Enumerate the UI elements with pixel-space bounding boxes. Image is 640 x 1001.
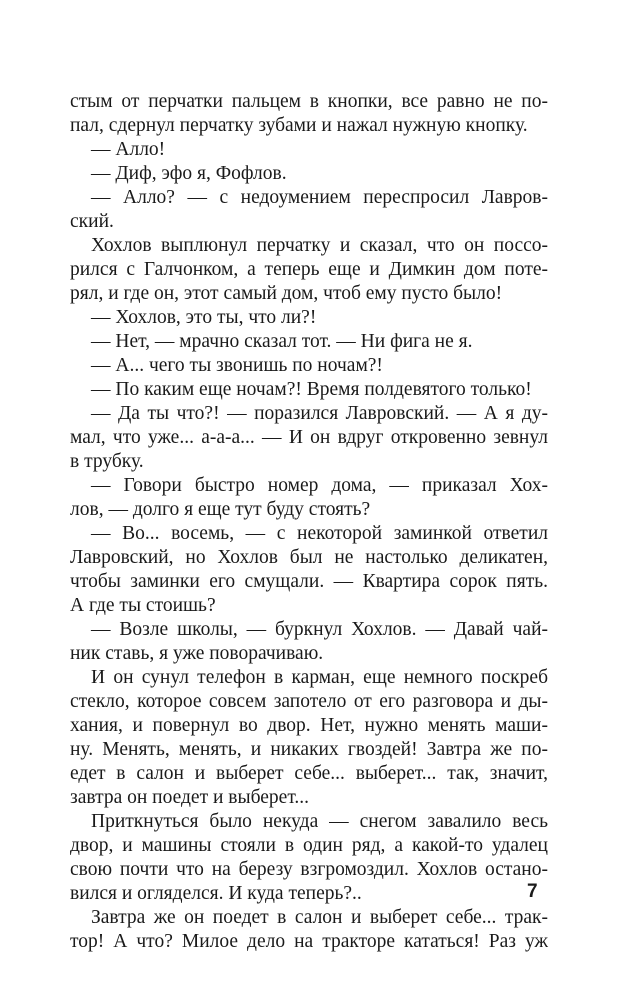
text-line: свою почти что на березу взгромоздил. Хохлов остано- bbox=[70, 859, 548, 880]
text-line: Хохлов выплюнул перчатку и сказал, что он поссо- bbox=[91, 235, 548, 256]
page-number: 7 bbox=[527, 881, 538, 902]
text-line: ну. Менять, менять, и никаких гвоздей! Завтра же по- bbox=[70, 739, 548, 760]
text-line: едет в салон и выберет себе... выберет... так, значит, bbox=[70, 763, 548, 784]
text-line: Завтра же он поедет в салон и выберет себе... трак- bbox=[91, 907, 548, 928]
text-line: стым от перчатки пальцем в кнопки, все равно не по- bbox=[70, 91, 548, 112]
text-line: тор! А что? Милое дело на тракторе кататься! Раз уж bbox=[70, 931, 548, 952]
text-line: — Нет, — мрачно сказал тот. — Ни фига не я. bbox=[91, 331, 473, 352]
text-line: двор, и машины стояли в один ряд, а какой-то удалец bbox=[70, 835, 548, 856]
text-line: А где ты стоишь? bbox=[70, 595, 216, 616]
text-line: — Алло? — с недоумением переспросил Лавров- bbox=[91, 187, 548, 208]
text-line: вился и огляделся. И куда теперь?.. bbox=[70, 883, 362, 904]
text-line: завтра он поедет и выберет... bbox=[70, 787, 309, 808]
text-line: чтобы заминки его смущали. — Квартира сорок пять. bbox=[70, 571, 548, 592]
text-line: ский. bbox=[70, 211, 114, 232]
text-line: мал, что уже... а-а-а... — И он вдруг откровенно зевнул bbox=[70, 427, 548, 448]
text-line: рился с Галчонком, а теперь еще и Димкин дом потe- bbox=[70, 259, 548, 280]
text-line: — Алло! bbox=[91, 139, 166, 160]
text-line: стекло, которое совсем запотело от его разговора и ды- bbox=[70, 691, 548, 712]
text-line: хания, и повернул во двор. Нет, нужно менять маши- bbox=[70, 715, 548, 736]
text-line: пал, сдернул перчатку зубами и нажал нужную кнопку. bbox=[70, 115, 528, 136]
text-line: — А... чего ты звонишь по ночам?! bbox=[91, 355, 383, 376]
text-line: — Да ты что?! — поразился Лавровский. — А я ду- bbox=[91, 403, 548, 424]
text-line: Приткнуться было некуда — снегом завалило весь bbox=[91, 811, 548, 832]
text-line: ник ставь, я уже поворачиваю. bbox=[70, 643, 324, 664]
text-line: — Говори быстро номер дома, — приказал Хох- bbox=[91, 475, 548, 496]
text-line: — По каким еще ночам?! Время полдевятого только! bbox=[91, 379, 532, 400]
text-line: Лавровский, но Хохлов был не настолько деликатен, bbox=[70, 547, 548, 568]
text-line: И он сунул телефон в карман, еще немного поскреб bbox=[91, 667, 548, 688]
text-line: рял, и где он, этот самый дом, чтоб ему пусто было! bbox=[70, 283, 503, 304]
page-body bbox=[70, 90, 548, 954]
text-line: лов, — долго я еще тут буду стоять? bbox=[70, 499, 371, 520]
text-line: — Хохлов, это ты, что ли?! bbox=[91, 307, 317, 328]
text-line: — Диф, эфо я, Фофлов. bbox=[91, 163, 287, 184]
text-line: — Во... восемь, — с некоторой заминкой ответил bbox=[91, 523, 548, 544]
text-line: в трубку. bbox=[70, 451, 144, 472]
text-line: — Возле школы, — буркнул Хохлов. — Давай чай- bbox=[91, 619, 548, 640]
